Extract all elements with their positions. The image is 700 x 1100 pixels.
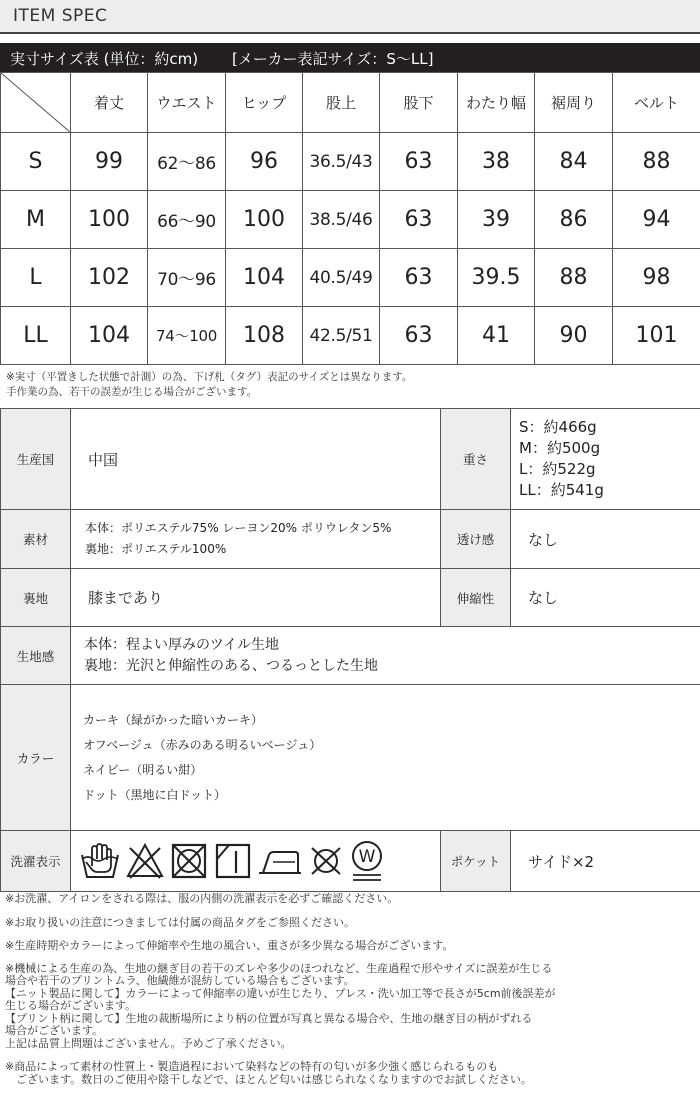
page-title: ITEM SPEC bbox=[13, 6, 108, 26]
footer-note: 上記は品質上問題はございません。予めご了承ください。 bbox=[5, 1037, 292, 1050]
material-line: 裏地：ポリエステル100% bbox=[85, 542, 227, 556]
table-cell: 70〜96 bbox=[148, 249, 226, 307]
footer-note: 【プリント柄に関して】生地の裁断場所により柄の位置が写真と異なる場合や、生地の継ぎ目の柄がずれる bbox=[5, 1012, 533, 1025]
column-header: 着丈 bbox=[71, 73, 148, 133]
stretch-label: 伸縮性 bbox=[441, 569, 511, 627]
table-cell: 39 bbox=[458, 191, 535, 249]
weight-line: L：約522g bbox=[519, 460, 596, 478]
column-header: ヒップ bbox=[226, 73, 303, 133]
table-cell: 108 bbox=[226, 307, 303, 365]
column-header: ウエスト bbox=[148, 73, 226, 133]
size-table-banner bbox=[0, 43, 700, 72]
spec-row-origin bbox=[1, 409, 700, 510]
pocket-value: サイド×2 bbox=[511, 831, 700, 892]
weight-value bbox=[511, 409, 700, 510]
size-label: S bbox=[1, 133, 71, 191]
no-bleach-icon bbox=[125, 842, 165, 880]
spec-row-material bbox=[1, 510, 700, 569]
table-cell: 38.5/46 bbox=[303, 191, 380, 249]
spec-row-wash bbox=[1, 831, 700, 892]
note-line: ※実寸（平置きした状態で計測）の為、下げ札（タグ）表記のサイズとは異なります。 bbox=[6, 371, 413, 383]
table-cell: 90 bbox=[535, 307, 613, 365]
sheer-value: なし bbox=[511, 510, 700, 569]
table-cell: 88 bbox=[535, 249, 613, 307]
footer-note: 場合や若干のプリントムラ、他繊維が混紡している場合もございます。 bbox=[5, 974, 355, 987]
wet-clean-gentle-icon bbox=[349, 839, 385, 883]
texture-line: 裏地：光沢と伸縮性のある、つるっとした生地 bbox=[84, 657, 378, 674]
table-cell: 96 bbox=[226, 133, 303, 191]
table-cell: 86 bbox=[535, 191, 613, 249]
table-cell: 40.5/49 bbox=[303, 249, 380, 307]
hand-wash-icon bbox=[79, 841, 121, 881]
no-tumble-dry-icon bbox=[169, 842, 209, 880]
note-line: 手作業の為、若干の誤差が生じる場合がございます。 bbox=[6, 386, 258, 398]
weight-line: LL：約541g bbox=[519, 481, 604, 499]
spec-row-texture bbox=[1, 627, 700, 685]
weight-label: 重さ bbox=[441, 409, 511, 510]
footer-note: ※機械による生産の為、生地の継ぎ目の若干のズレや多少のほつれなど、生産過程で形やサイズに誤差が生じる bbox=[5, 962, 553, 975]
table-row bbox=[1, 307, 700, 365]
table-cell: 104 bbox=[226, 249, 303, 307]
table-cell: 63 bbox=[380, 191, 458, 249]
color-line: カーキ（緑がかった暗いカーキ） bbox=[83, 712, 264, 727]
table-cell: 94 bbox=[613, 191, 700, 249]
maker-size-range: [メーカー表記サイズ：S〜LL] bbox=[232, 50, 434, 68]
texture-label: 生地感 bbox=[1, 627, 71, 685]
spec-row-lining bbox=[1, 569, 700, 627]
color-label: カラー bbox=[1, 685, 71, 831]
column-header: わたり幅 bbox=[458, 73, 535, 133]
table-cell: 99 bbox=[71, 133, 148, 191]
wash-icons bbox=[71, 831, 441, 892]
pocket-label: ポケット bbox=[441, 831, 511, 892]
size-table-notes bbox=[6, 370, 412, 400]
table-cell: 63 bbox=[380, 249, 458, 307]
wet-clean-letter: W bbox=[358, 847, 376, 867]
spec-table bbox=[0, 408, 700, 892]
table-cell: 39.5 bbox=[458, 249, 535, 307]
weight-line: S：約466g bbox=[519, 418, 597, 436]
size-label: M bbox=[1, 191, 71, 249]
lining-value: 膝まであり bbox=[71, 569, 441, 627]
texture-line: 本体：程よい厚みのツイル生地 bbox=[84, 636, 280, 653]
table-cell: 100 bbox=[71, 191, 148, 249]
footer-note: ※商品によって素材の性質上・製造過程において染料などの特有の匂いが多少強く感じられるものも bbox=[5, 1060, 499, 1073]
column-header: ベルト bbox=[613, 73, 700, 133]
table-row bbox=[1, 133, 700, 191]
sheer-label: 透け感 bbox=[441, 510, 511, 569]
table-cell: 62〜86 bbox=[148, 133, 226, 191]
origin-label: 生産国 bbox=[1, 409, 71, 510]
table-cell: 42.5/51 bbox=[303, 307, 380, 365]
color-value bbox=[71, 685, 700, 831]
header-bar bbox=[0, 0, 700, 34]
footer-note: ※お取り扱いの注意につきましては付属の商品タグをご参照ください。 bbox=[5, 916, 355, 929]
column-header: 股下 bbox=[380, 73, 458, 133]
table-cell: 101 bbox=[613, 307, 700, 365]
table-cell: 38 bbox=[458, 133, 535, 191]
table-cell: 74〜100 bbox=[148, 307, 226, 365]
table-cell: 63 bbox=[380, 133, 458, 191]
table-cell: 41 bbox=[458, 307, 535, 365]
spec-row-color bbox=[1, 685, 700, 831]
origin-value: 中国 bbox=[71, 409, 441, 510]
corner-cell bbox=[1, 73, 71, 133]
lining-label: 裏地 bbox=[1, 569, 71, 627]
table-cell: 84 bbox=[535, 133, 613, 191]
material-label: 素材 bbox=[1, 510, 71, 569]
color-line: オフベージュ（赤みのある明るいベージュ） bbox=[83, 737, 322, 752]
material-line: 本体：ポリエステル75% レーヨン20% ポリウレタン5% bbox=[85, 521, 392, 535]
size-label: L bbox=[1, 249, 71, 307]
size-table bbox=[0, 72, 700, 365]
footer-note: 生じる場合がございます。 bbox=[5, 999, 137, 1012]
color-line: ドット（黒地に白ドット） bbox=[83, 787, 227, 802]
table-cell: 100 bbox=[226, 191, 303, 249]
table-cell: 88 bbox=[613, 133, 700, 191]
weight-line: M：約500g bbox=[519, 439, 601, 457]
table-cell: 63 bbox=[380, 307, 458, 365]
footer-note: ※生産時期やカラーによって伸縮率や生地の風合い、重さが多少異なる場合がございます。 bbox=[5, 939, 454, 952]
line-dry-shade-icon bbox=[213, 842, 253, 880]
table-cell: 98 bbox=[613, 249, 700, 307]
iron-low-icon bbox=[257, 842, 303, 880]
table-cell: 66〜90 bbox=[148, 191, 226, 249]
size-table-header-row bbox=[1, 73, 700, 133]
stretch-value: なし bbox=[511, 569, 700, 627]
texture-value bbox=[71, 627, 700, 685]
size-table-caption: 実寸サイズ表 (単位：約cm) bbox=[10, 50, 199, 68]
footer-note: ※お洗濯、アイロンをされる際は、服の内側の洗濯表示を必ずご確認ください。 bbox=[5, 892, 399, 905]
wash-label: 洗濯表示 bbox=[1, 831, 71, 892]
color-line: ネイビー（明るい紺） bbox=[83, 762, 203, 777]
table-row bbox=[1, 191, 700, 249]
column-header: 裾周り bbox=[535, 73, 613, 133]
footer-note: 場合がございます。 bbox=[5, 1024, 104, 1037]
no-dry-clean-icon bbox=[307, 842, 345, 880]
footer-note: ございます。数日のご使用や陰干しなどで、ほとんど匂いは感じられなくなりますのでお試しください。 bbox=[5, 1073, 532, 1086]
material-value bbox=[71, 510, 441, 569]
size-label: LL bbox=[1, 307, 71, 365]
footer-note: 【ニット製品に関して】カラーによって伸縮率の違いが生じたり、プレス・洗い加工等で長さが5cm前後誤差が bbox=[5, 987, 556, 1000]
table-cell: 104 bbox=[71, 307, 148, 365]
table-row bbox=[1, 249, 700, 307]
table-cell: 36.5/43 bbox=[303, 133, 380, 191]
table-cell: 102 bbox=[71, 249, 148, 307]
column-header: 股上 bbox=[303, 73, 380, 133]
